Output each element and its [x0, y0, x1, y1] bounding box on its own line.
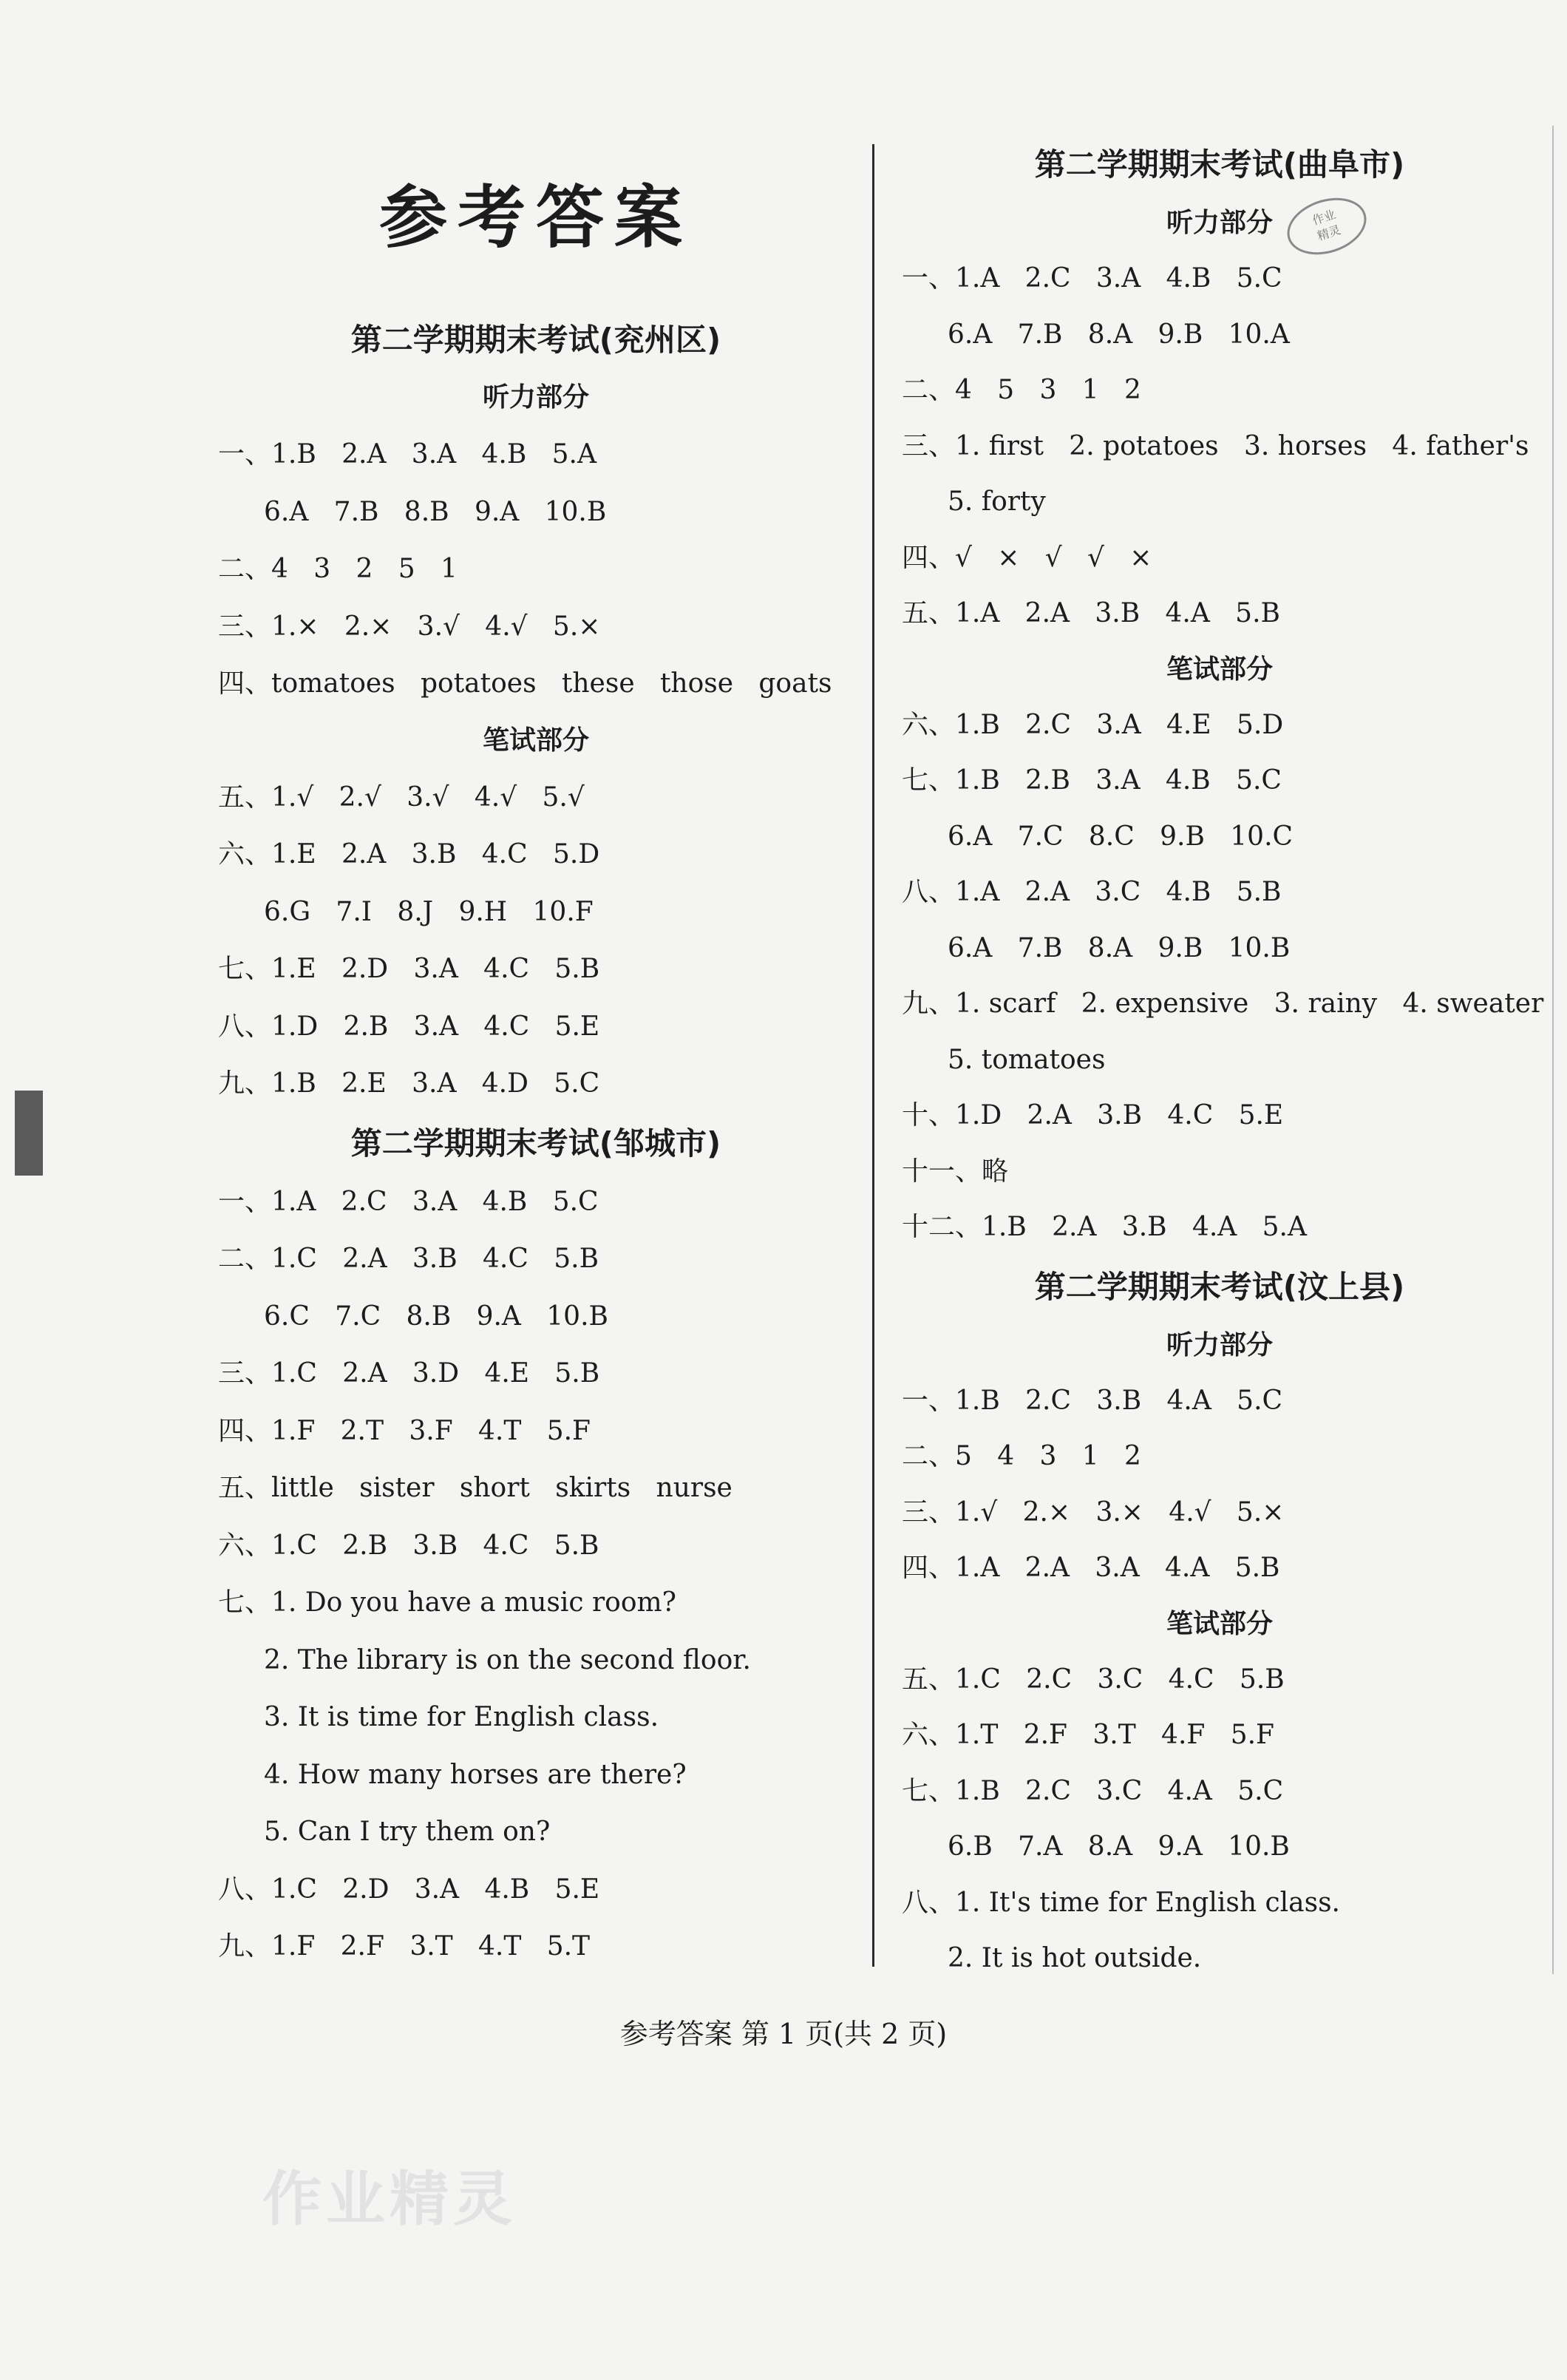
answer-line: 5. tomatoes	[948, 1044, 1106, 1075]
answer-line: 四、1.A 2.A 3.A 4.A 5.B	[902, 1553, 1280, 1583]
answer-line: 三、1.√ 2.× 3.× 4.√ 5.×	[902, 1496, 1285, 1528]
exam-section-title: 第二学期期末考试(汶上县)	[1034, 1268, 1405, 1305]
answer-line: 二、4 3 2 5 1	[218, 554, 458, 584]
answer-line: 九、1.F 2.F 3.T 4.T 5.T	[218, 1931, 591, 1962]
answer-line: 九、1.B 2.E 3.A 4.D 5.C	[218, 1068, 600, 1099]
answer-line: 四、1.F 2.T 3.F 4.T 5.F	[218, 1415, 591, 1446]
answer-line: 6.A 7.B 8.B 9.A 10.B	[264, 496, 607, 527]
exam-section-title: 第二学期期末考试(邹城市)	[350, 1125, 721, 1162]
part-subtitle: 笔试部分	[482, 725, 589, 756]
answer-line: 十、1.D 2.A 3.B 4.C 5.E	[902, 1100, 1284, 1130]
answer-line: 八、1.A 2.A 3.C 4.B 5.B	[902, 877, 1282, 907]
answer-line: 六、1.T 2.F 3.T 4.F 5.F	[902, 1720, 1275, 1750]
answer-line: 七、1.B 2.B 3.A 4.B 5.C	[902, 765, 1282, 796]
part-subtitle: 听力部分	[1166, 1329, 1273, 1360]
answer-line: 三、1. first 2. potatoes 3. horses 4. father's	[902, 430, 1529, 461]
exam-section-title: 第二学期期末考试(兖州区)	[350, 322, 721, 358]
answer-line: 五、1.C 2.C 3.C 4.C 5.B	[902, 1664, 1285, 1695]
answer-line: 八、1. It's time for English class.	[902, 1887, 1340, 1918]
side-tab-marker	[15, 1091, 43, 1176]
answer-line: 三、1.C 2.A 3.D 4.E 5.B	[218, 1358, 600, 1389]
right-column	[902, 133, 1544, 1987]
answer-line: 一、1.A 2.C 3.A 4.B 5.C	[218, 1186, 599, 1217]
answer-line: 6.A 7.C 8.C 9.B 10.C	[948, 821, 1294, 852]
left-answers	[218, 311, 854, 1976]
answer-line: 二、1.C 2.A 3.B 4.C 5.B	[218, 1244, 599, 1274]
part-subtitle: 笔试部分	[1166, 654, 1273, 685]
answer-line: 三、1.× 2.× 3.√ 4.√ 5.×	[218, 611, 601, 642]
answer-line: 七、1. Do you have a music room?	[218, 1587, 676, 1618]
answer-line: 五、1.√ 2.√ 3.√ 4.√ 5.√	[218, 782, 585, 813]
watermark-text: 作业精灵	[262, 2165, 517, 2234]
answer-line: 八、1.C 2.D 3.A 4.B 5.E	[218, 1874, 600, 1905]
stamp-logo: 作业 精灵	[1280, 189, 1374, 264]
answer-line: 5. Can I try them on?	[264, 1817, 551, 1847]
answer-line: 四、√ × √ √ ×	[902, 542, 1152, 573]
answer-line: 六、1.E 2.A 3.B 4.C 5.D	[218, 839, 600, 869]
answer-line: 五、little sister short skirts nurse	[218, 1473, 732, 1503]
answer-line: 六、1.B 2.C 3.A 4.E 5.D	[902, 709, 1284, 740]
answer-line: 二、4 5 3 1 2	[902, 375, 1141, 405]
answer-line: 6.C 7.C 8.B 9.A 10.B	[264, 1301, 608, 1332]
page-edge-line	[1552, 126, 1554, 1974]
answer-line: 十一、略	[902, 1156, 1009, 1187]
answer-line: 二、5 4 3 1 2	[902, 1441, 1141, 1471]
answer-line: 七、1.E 2.D 3.A 4.C 5.B	[218, 954, 600, 984]
answer-line: 一、1.B 2.A 3.A 4.B 5.A	[218, 439, 596, 469]
exam-section-title: 第二学期期末考试(曲阜市)	[1034, 146, 1405, 183]
answer-line: 八、1.D 2.B 3.A 4.C 5.E	[218, 1011, 600, 1042]
answer-line: 3. It is time for English class.	[264, 1702, 659, 1732]
answer-line: 四、tomatoes potatoes these those goats	[218, 668, 832, 699]
answer-line: 6.G 7.I 8.J 9.H 10.F	[264, 896, 594, 927]
part-subtitle: 笔试部分	[1166, 1608, 1273, 1639]
answer-line: 5. forty	[948, 486, 1046, 517]
answer-line: 6.B 7.A 8.A 9.A 10.B	[948, 1831, 1290, 1862]
part-subtitle: 听力部分	[482, 382, 589, 413]
answer-line: 九、1. scarf 2. expensive 3. rainy 4. sweater	[902, 989, 1544, 1019]
answer-line: 五、1.A 2.A 3.B 4.A 5.B	[902, 598, 1280, 628]
answer-line: 七、1.B 2.C 3.C 4.A 5.C	[902, 1775, 1284, 1806]
answer-line: 2. It is hot outside.	[948, 1943, 1202, 1973]
answer-line: 4. How many horses are there?	[264, 1759, 687, 1790]
answer-line: 十二、1.B 2.A 3.B 4.A 5.A	[902, 1212, 1307, 1242]
answer-line: 6.A 7.B 8.A 9.B 10.A	[948, 319, 1290, 350]
column-divider	[872, 144, 874, 1967]
page-title: 参考答案	[378, 178, 693, 257]
answer-line: 一、1.A 2.C 3.A 4.B 5.C	[902, 263, 1282, 294]
page-footer: 参考答案 第 1 页(共 2 页)	[619, 2018, 948, 2050]
answer-line: 六、1.C 2.B 3.B 4.C 5.B	[218, 1530, 599, 1561]
answer-line: 2. The library is on the second floor.	[264, 1644, 751, 1675]
part-subtitle: 听力部分	[1166, 208, 1273, 238]
right-answers	[902, 135, 1544, 1987]
left-column	[218, 133, 854, 1976]
answer-line: 6.A 7.B 8.A 9.B 10.B	[948, 932, 1291, 963]
answer-line: 一、1.B 2.C 3.B 4.A 5.C	[902, 1385, 1283, 1416]
